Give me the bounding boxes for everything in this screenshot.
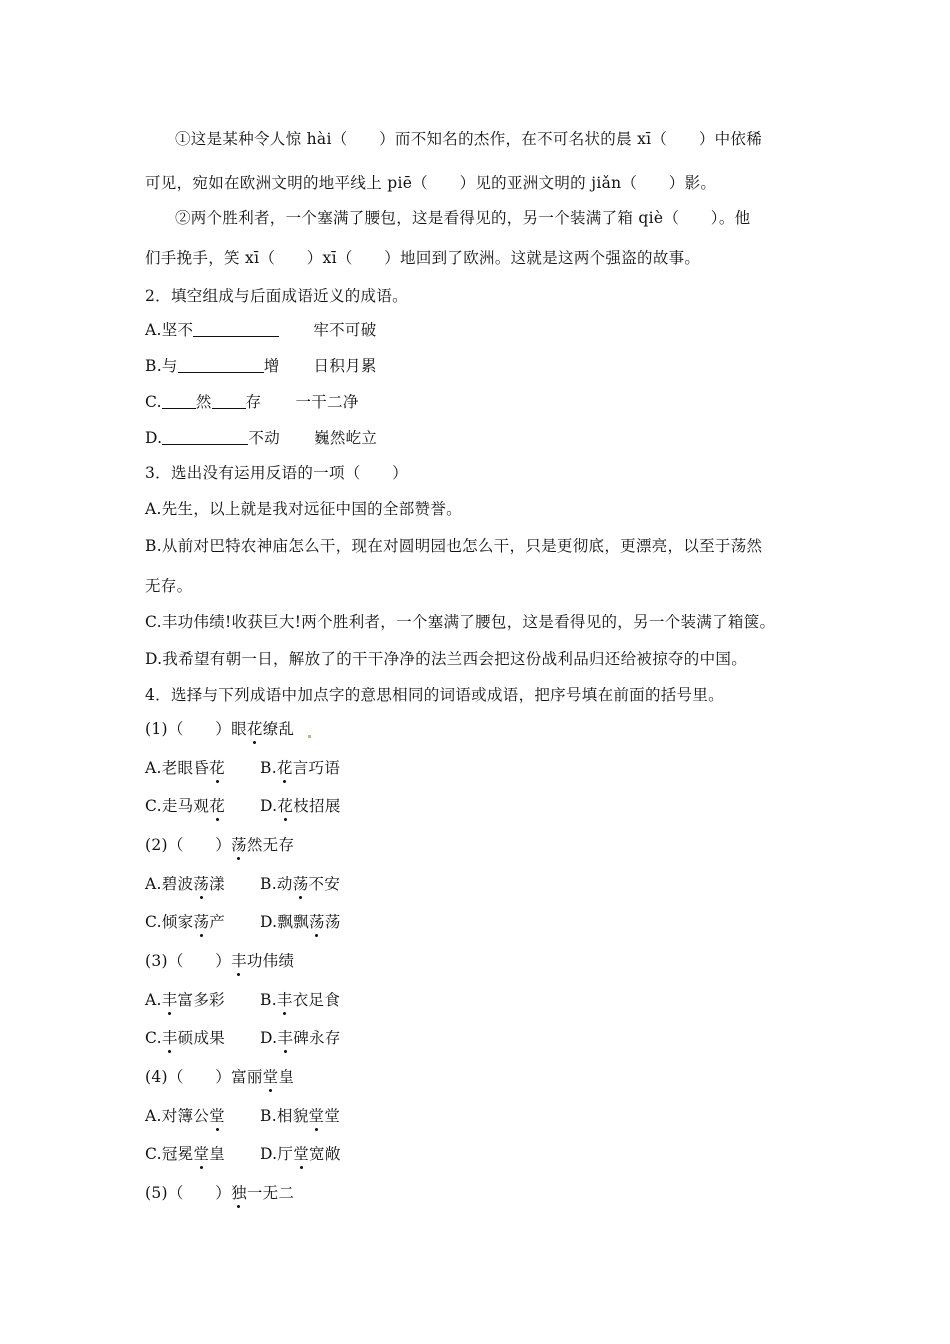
option-a-target: 牢不可破 (313, 321, 377, 339)
question-4-item-3-options-cd: C.丰硕成果 D.丰碑永存 (145, 1029, 341, 1047)
dotted-character: 丰 (161, 991, 178, 1009)
question-4-item-2-options-ab: A.碧波荡漾 B.动荡不安 (145, 875, 341, 893)
question-4-item-3-options-ab: A.丰富多彩 B.丰衣足食 (145, 991, 341, 1009)
option-d-suffix: 不动 (248, 429, 281, 447)
dotted-character: 花 (277, 797, 294, 815)
question-4-item-1: (1)（ ）眼花缭乱 (145, 717, 311, 739)
dotted-character: 堂 (262, 1068, 279, 1086)
question-4-title: 4．选择与下列成语中加点字的意思相同的词语或成语，把序号填在前面的括号里。 (145, 686, 724, 704)
question-3-option-b-line-2: 无存。 (145, 577, 193, 595)
passage-paragraph-1-line-2: 可见，宛如在欧洲文明的地平线上 piē（ ）见的亚洲文明的 jiǎn（ ）影。 (145, 174, 717, 192)
dotted-character: 荡 (309, 913, 325, 931)
question-4-item-3: (3)（ ）丰功伟绩 (145, 952, 295, 970)
dotted-character: 堂 (209, 1107, 225, 1125)
option-c-prefix: C. (145, 393, 162, 411)
dotted-character: 花 (209, 759, 225, 777)
item-number: (5)（ ） (145, 1184, 232, 1202)
option-d-target: 巍然屹立 (314, 429, 378, 447)
answer-blank[interactable] (193, 321, 279, 337)
stray-mark (308, 735, 311, 738)
question-4-item-4-options-ab: A.对簿公堂 B.相貌堂堂 (145, 1107, 341, 1125)
dotted-character: 堂 (308, 1107, 325, 1125)
question-4-item-2: (2)（ ）荡然无存 (145, 836, 295, 854)
item-number: (3)（ ） (145, 952, 232, 970)
question-4-item-2-options-cd: C.倾家荡产 D.飘飘荡荡 (145, 913, 341, 931)
item-number: (1)（ ） (145, 720, 232, 738)
question-4-item-4: (4)（ ）富丽堂皇 (145, 1068, 295, 1086)
question-3-option-c: C.丰功伟绩!收获巨大!两个胜利者，一个塞满了腰包，这是看得见的，另一个装满了箱箧。 (145, 613, 776, 631)
dotted-character: 丰 (161, 1029, 178, 1047)
dotted-character: 堂 (293, 1145, 310, 1163)
question-4-item-1-options-ab: A.老眼昏花 B.花言巧语 (145, 759, 341, 777)
item-number: (4)（ ） (145, 1068, 232, 1086)
question-3-option-b-line-1: B.从前对巴特农神庙怎么干，现在对圆明园也怎么干，只是更彻底，更漂亮，以至于荡然 (145, 537, 763, 555)
question-2-option-c (145, 390, 359, 412)
option-b-target: 日积月累 (313, 357, 377, 375)
dotted-character: 荡 (193, 875, 210, 893)
question-4-item-5: (5)（ ）独一无二 (145, 1184, 295, 1202)
dotted-character: 丰 (231, 952, 247, 970)
passage-paragraph-1-line-1: ①这是某种令人惊 hài（ ）而不知名的杰作，在不可名状的晨 xī（ ）中依稀 (175, 130, 763, 148)
dotted-character: 荡 (292, 875, 309, 893)
question-3-option-a: A.先生，以上就是我对远征中国的全部赞誉。 (145, 500, 462, 518)
passage-paragraph-2-line-1: ②两个胜利者，一个塞满了腰包，这是看得见的，另一个装满了箱 qiè（ ）。他 (175, 209, 751, 227)
dotted-character: 堂 (193, 1145, 210, 1163)
question-2-option-a (145, 318, 377, 340)
passage-paragraph-2-line-2: 们手挽手，笑 xī（ ）xī（ ）地回到了欧洲。这就是这两个强盗的故事。 (145, 249, 701, 267)
option-a-prefix: A.坚不 (145, 321, 194, 339)
question-2-title: 2．填空组成与后面成语近义的成语。 (145, 287, 408, 305)
question-2-option-d (145, 426, 377, 448)
option-b-prefix: B.与 (145, 357, 178, 375)
option-c-suffix: 存 (245, 393, 262, 411)
dotted-character: 丰 (277, 1029, 294, 1047)
option-c-target: 一干二净 (295, 393, 359, 411)
dotted-character: 荡 (193, 913, 210, 931)
dotted-character: 丰 (276, 991, 293, 1009)
dotted-character: 荡 (231, 836, 247, 854)
option-c-mid: 然 (195, 393, 212, 411)
dotted-character: 花 (276, 759, 293, 777)
answer-blank[interactable] (162, 429, 248, 445)
dotted-character: 花 (246, 720, 263, 738)
answer-blank[interactable] (162, 393, 196, 409)
question-3-option-d: D.我希望有朝一日，解放了的干干净净的法兰西会把这份战利品归还给被掠夺的中国。 (145, 650, 748, 668)
answer-blank[interactable] (178, 357, 264, 373)
option-b-suffix: 增 (263, 357, 280, 375)
question-3-title: 3．选出没有运用反语的一项（ ） (145, 464, 408, 482)
question-4-item-4-options-cd: C.冠冕堂皇 D.厅堂宽敞 (145, 1145, 341, 1163)
item-number: (2)（ ） (145, 836, 232, 854)
dotted-character: 花 (209, 797, 226, 815)
question-2-option-b (145, 354, 377, 376)
answer-blank[interactable] (212, 393, 246, 409)
dotted-character: 独 (231, 1184, 247, 1202)
question-4-item-1-options-cd: C.走马观花 D.花枝招展 (145, 797, 341, 815)
option-d-prefix: D. (145, 429, 163, 447)
